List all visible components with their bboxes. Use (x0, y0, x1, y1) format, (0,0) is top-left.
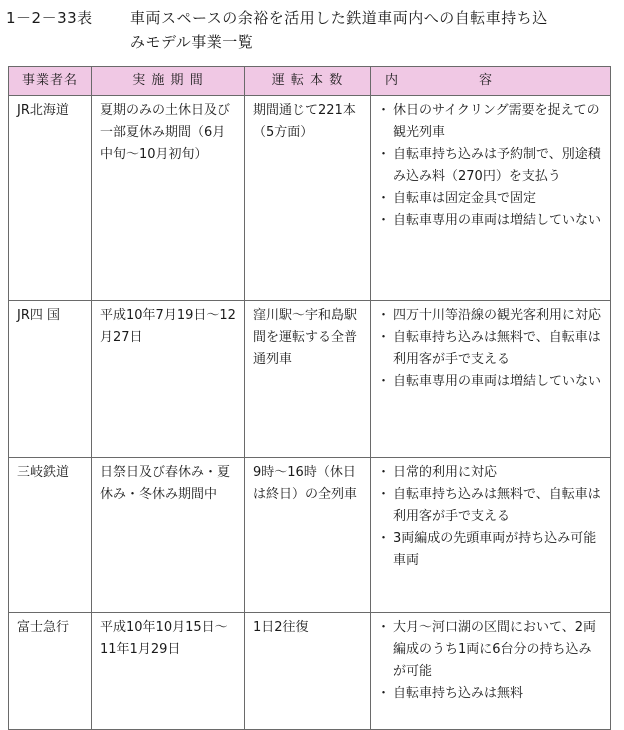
content-cell (371, 458, 611, 613)
table-title-line1: 車両スペースの余裕を活用した鉄道車両内への自転車持ち込 (130, 9, 548, 27)
operator-cell: JR北海道 (9, 96, 92, 301)
header-operator: 事業者名 (9, 67, 92, 96)
content-item: ・ 自転車は固定金具で固定 (379, 188, 604, 210)
service-cell: 9時～16時（休日は終日）の全列車 (245, 458, 371, 613)
content-item: ・ 自転車持ち込みは無料で、自転車は利用客が手で支える (379, 484, 604, 528)
period-cell: 平成10年7月19日～12月27日 (92, 301, 245, 458)
header-content-b: 容 (479, 73, 494, 88)
period-cell: 平成10年10月15日～11年1月29日 (92, 613, 245, 730)
content-item: ・ 自転車持ち込みは無料で、自転車は利用客が手で支える (379, 327, 604, 371)
content-cell (371, 301, 611, 458)
content-item: ・ 休日のサイクリング需要を捉えての観光列車 (379, 100, 604, 144)
content-item: ・ 自転車持ち込みは無料 (379, 683, 604, 705)
content-item: ・ 自転車持ち込みは予約制で、別途積み込み料（270円）を支払う (379, 144, 604, 188)
header-content-a: 内 (385, 73, 400, 88)
operator-cell: 三岐鉄道 (9, 458, 92, 613)
table-row (9, 613, 611, 730)
period-cell: 夏期のみの土休日及び一部夏休み期間（6月中旬～10月初旬） (92, 96, 245, 301)
bicycle-program-table (8, 66, 611, 730)
header-service: 運 転 本 数 (245, 67, 371, 96)
table-title (6, 6, 618, 54)
content-cell (371, 96, 611, 301)
content-item: ・ 日常的利用に対応 (379, 462, 604, 484)
table-row (9, 96, 611, 301)
table-row (9, 458, 611, 613)
header-period: 実 施 期 間 (92, 67, 245, 96)
content-item: ・ 自転車専用の車両は増結していない (379, 210, 604, 232)
service-cell: 期間通じて221本（5方面） (245, 96, 371, 301)
operator-cell: JR四 国 (9, 301, 92, 458)
period-cell: 日祭日及び春休み・夏休み・冬休み期間中 (92, 458, 245, 613)
content-item: ・ 大月～河口湖の区間において、2両編成のうち1両に6台分の持ち込みが可能 (379, 617, 604, 683)
service-cell: 窪川駅～宇和島駅間を運転する全普通列車 (245, 301, 371, 458)
content-cell (371, 613, 611, 730)
content-item: ・ 3両編成の先頭車両が持ち込み可能車両 (379, 528, 604, 572)
operator-cell: 富士急行 (9, 613, 92, 730)
table-number: 1－2－33表 (6, 9, 93, 27)
service-cell: 1日2往復 (245, 613, 371, 730)
table-title-line2: みモデル事業一覧 (130, 33, 254, 51)
content-item: ・ 四万十川等沿線の観光客利用に対応 (379, 305, 604, 327)
table-row (9, 301, 611, 458)
header-row (9, 67, 611, 96)
header-content (371, 67, 611, 96)
content-item: ・ 自転車専用の車両は増結していない (379, 371, 604, 393)
